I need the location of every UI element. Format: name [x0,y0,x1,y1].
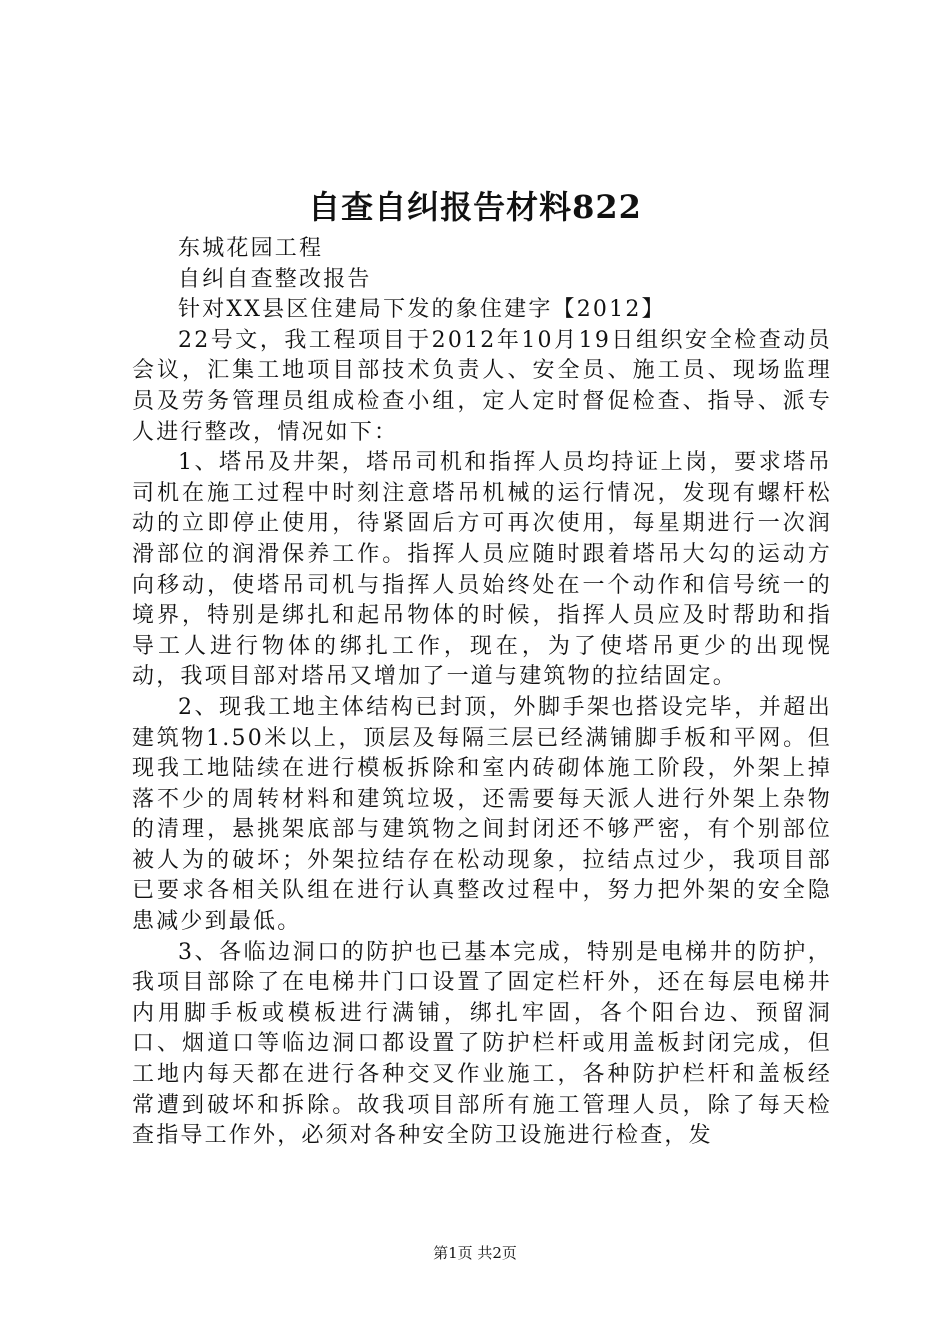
report-name-line: 自纠自查整改报告 [178,266,372,292]
paragraph-intro: 22号文，我工程项目于2012年10月19日组织安全检查动员会议，汇集工地项目部技术负责人、安全员、施工员、现场监理员及劳务管理员组成检查小组，定人定时督促检查、指导、派专人进行整改，情况如下： [132,327,832,445]
document-body [132,234,832,1152]
page-footer: 第1页 共2页 [433,1244,517,1262]
paragraph-tower-crane: 1、塔吊及井架，塔吊司机和指挥人员均持证上岗，要求塔吊司机在施工过程中时刻注意塔吊机械的运行情况，发现有螺杆松动的立即停止使用，待紧固后方可再次使用，每星期进行一次润滑部位的润滑保养工作。指挥人员应随时跟着塔吊大勾的运动方向移动，使塔吊司机与指挥人员始终处在一个动作和信号统一的境界，特别是绑扎和起吊物体的时候，指挥人员应及时帮助和指导工人进行物体的绑扎工作，现在，为了使塔吊更少的出现愰动，我项目部对塔吊又增加了一道与建筑物的拉结固定。 [132,450,832,690]
project-name-line: 东城花园工程 [178,236,324,261]
paragraph-scaffolding: 2、现我工地主体结构已封顶，外脚手架也搭设完毕，并超出建筑物1.50米以上，顶层及每隔三层已经满铺脚手板和平网。但现我工地陆续在进行模板拆除和室内砖砌体施工阶段，外架上掉落不少的周转材料和建筑垃圾，还需要每天派人进行外架上杂物的清理，悬挑架底部与建筑物之间封闭还不够严密，有个别部位被人为的破坏；外架拉结存在松动现象，拉结点过少，我项目部已要求各相关队组在进行认真整改过程中，努力把外架的安全隐患减少到最低。 [132,694,832,935]
paragraph-edge-protection: 3、各临边洞口的防护也已基本完成，特别是电梯井的防护，我项目部除了在电梯井门口设置了固定栏杆外，还在每层电梯井内用脚手板或模板进行满铺，绑扎牢固，各个阳台边、预留洞口、烟道口等临边洞口都设置了防护栏杆或用盖板封闭完成，但工地内每天都在进行各种交叉作业施工，各种防护栏杆和盖板经常遭到破坏和拆除。故我项目部所有施工管理人员，除了每天检查指导工作外，必须对各种安全防卫设施进行检查，发 [132,939,832,1149]
reference-line: 针对XX县区住建局下发的象住建字【2012】 [178,297,666,323]
document-title: 自查自纠报告材料822 [308,188,642,226]
